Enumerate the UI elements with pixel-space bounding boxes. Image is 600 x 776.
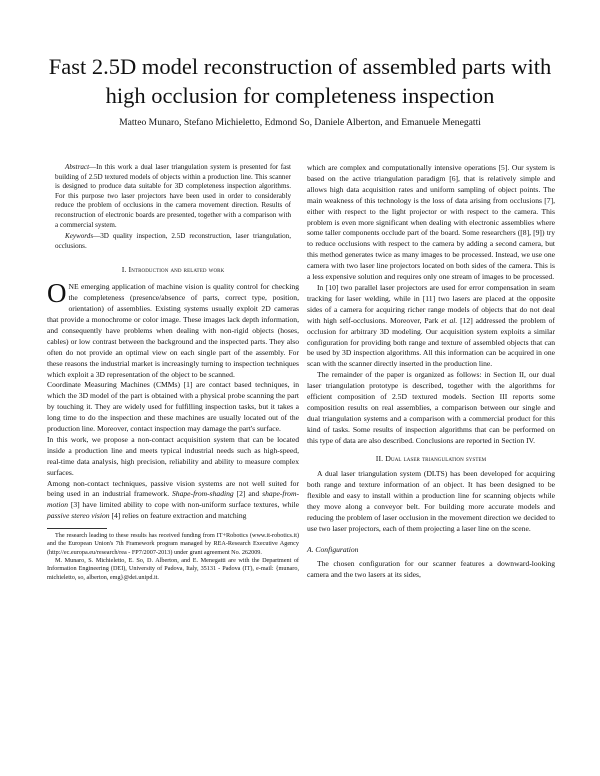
footnote-affiliation: M. Munaro, S. Michieletto, E. So, D. Alberton, and E. Menegatti are with the Department of Information Engineering (DEI), University of Padova, Italy, 35131 - Padova (IT), e-mail: {munaro, michieletto, so, alberton, emg}@dei.unipd.it. bbox=[47, 557, 299, 581]
right-paragraph-1: which are complex and computationally intensive operations [5]. Our system is based on the active triangulation paradigm [6], that is relatively simple and allows high data acquisition rates and uniform sampling of object points. The main weakness of this technology is the loss of data arising from occlusions [7], either with respect to the light projector or with respect to the camera. This problem is even more significant when dealing with electronic assemblies where some taller components occlude part of the board. Some researchers ([8], [9]) try to reduce occlusions with respect to the camera by adding a second camera, but this method generates twice as many images to be processed. Instead, we use one camera with two laser line projectors located on both sides of the camera. This is a less expensive solution and requires only one stream of images to be processed. bbox=[307, 163, 555, 282]
abstract bbox=[47, 163, 299, 230]
right-paragraph-3: The remainder of the paper is organized as follows: in Section II, our dual laser triangulation prototype is described, together with the algorithms for efficient composition of 2.5D textured models. Section III reports some composition results on real assemblies, a comparison between our single and dual triangulation systems and a comparison with a commercial product for this kind of tasks. Some results of inspection algorithms that can be performed on this type of data are also described. Conclusions are reported in Section IV. bbox=[307, 370, 555, 445]
right-column bbox=[307, 163, 555, 581]
term-shape-from-motion: shape-from-motion bbox=[47, 489, 299, 510]
lead-word: NE bbox=[68, 282, 79, 292]
et-al: et al. bbox=[441, 315, 458, 325]
drop-cap: O bbox=[47, 278, 67, 309]
system-paragraph: A dual laser triangulation system (DLTS) has been developed for acquiring both range and texture information of an object. It has been designed to be flexible and easy to install within a production line for scanning objects while they move along a conveyor belt. For building more accurate models and reducing the problem of laser occlusion in the movement direction we decided to use two laser projectors, each of them projecting a laser line on the scene. bbox=[307, 469, 555, 533]
intro-paragraph-4 bbox=[47, 479, 299, 523]
intro-paragraph-1 bbox=[47, 278, 299, 380]
section-number: I. bbox=[121, 265, 127, 275]
intro-paragraph-1-text: emerging application of machine vision is quality control for checking the completeness (presence/absence of parts, correct type, position, orientation) of assemblies. Existing systems usually exploit 2D cameras that provide a monochrome or color image. These images lack depth information, and consequently have problems when dealing with non-rigid objects (hoses, cables) or low contrast between the background and the inspected parts. They also often do not provide an optimal view on each single part of the assembly. For these reasons the industrial market is increasingly turning to inspection techniques which exploit a 3D representation of the object to be scanned. bbox=[47, 282, 299, 379]
keywords-label: Keywords bbox=[65, 232, 94, 241]
intro-paragraph-2: Coordinate Measuring Machines (CMMs) [1] are contact based techniques, in which the 3D model of the part is obtained with a physical probe scanning the part by touching it. They are widely used for fulfilling inspection tasks, but it takes a long time to do the inspection and these machines are usually located out of the production line. Moreover, contact inspection may damage the part's surface. bbox=[47, 380, 299, 434]
section-title: Dual laser triangulation system bbox=[385, 453, 487, 463]
author-list: Matteo Munaro, Stefano Michieletto, Edmond So, Daniele Alberton, and Emanuele Menegatti bbox=[119, 117, 481, 128]
intro-text: Among non-contact techniques, passive vision systems are not well suited for being used in an industrial framework. bbox=[47, 478, 299, 499]
paper-title: Fast 2.5D model reconstruction of assembled parts with high occlusion for completeness inspection bbox=[48, 54, 552, 108]
intro-text: [4] relies on feature extraction and matching bbox=[111, 511, 247, 521]
term-shape-from-shading: Shape-from-shading bbox=[171, 489, 234, 499]
right-paragraph-2 bbox=[307, 283, 555, 370]
subsection-heading: A. Configuration bbox=[307, 544, 359, 554]
keywords bbox=[47, 232, 299, 251]
abstract-label: Abstract bbox=[65, 163, 90, 171]
intro-text: [2] and bbox=[236, 489, 260, 499]
section-heading-intro bbox=[47, 265, 299, 276]
left-column bbox=[47, 163, 299, 582]
section-heading-system bbox=[307, 454, 555, 465]
body-text: [12] addressed the problem of occlusion for arbitrary 3D modeling. Our acquisition system exploits a similar configuration for providing both range and texture of assembled objects that can be used by 3D inspection algorithms. All this information can be acquired in one scan with the scanner directly inserted in the production line. bbox=[307, 315, 555, 369]
intro-paragraph-3: In this work, we propose a non-contact acquisition system that can be located inside a production line and meets typical industrial needs such as high-speed, real-time data analysis, high precision, reliability and ability to measure complex surfaces. bbox=[47, 434, 299, 477]
intro-text: [3] have limited ability to cope with non-uniform surface textures, while bbox=[70, 500, 299, 510]
keywords-text: —3D quality inspection, 2.5D reconstruction, laser triangulation, occlusions. bbox=[55, 232, 291, 250]
section-number: II. bbox=[375, 453, 384, 463]
body-text: In [10] two parallel laser projectors are used for error compensation in seam tracking for laser welding, while in [11] two lasers are placed at the opposite sides of a camera for acquiring richer range models of objects that do not deal with high self-occlusions. Moreover, Park bbox=[307, 282, 555, 325]
term-passive-stereo: passive stereo vision bbox=[47, 511, 110, 521]
abstract-text: —In this work a dual laser triangulation system is presented for fast building of 2.5D textured models of objects within a production line. This scanner is designed to produce data suitable for 3D completeness inspection algorithms. For this purpose two laser projectors have been used in order to considerably reduce the problem of occlusions in the camera movement direction. Results of reconstruction of electronic boards are presented, together with a comparison with a commercial system. bbox=[55, 163, 291, 229]
footnote-divider bbox=[47, 528, 107, 529]
section-title: Introduction and related work bbox=[128, 265, 225, 275]
configuration-paragraph: The chosen configuration for our scanner features a downward-looking camera and the two lasers at its sides, bbox=[307, 558, 555, 579]
footnote-funding: The research leading to these results has received funding from IT+Robotics (www.it-robotics.it) and the European Union's 7th Framework program managed by REA-Research Executive Agency (http://ec.europa.eu/research/rea - FP7/2007-2013) under grant agreement No. 262009. bbox=[47, 532, 299, 556]
